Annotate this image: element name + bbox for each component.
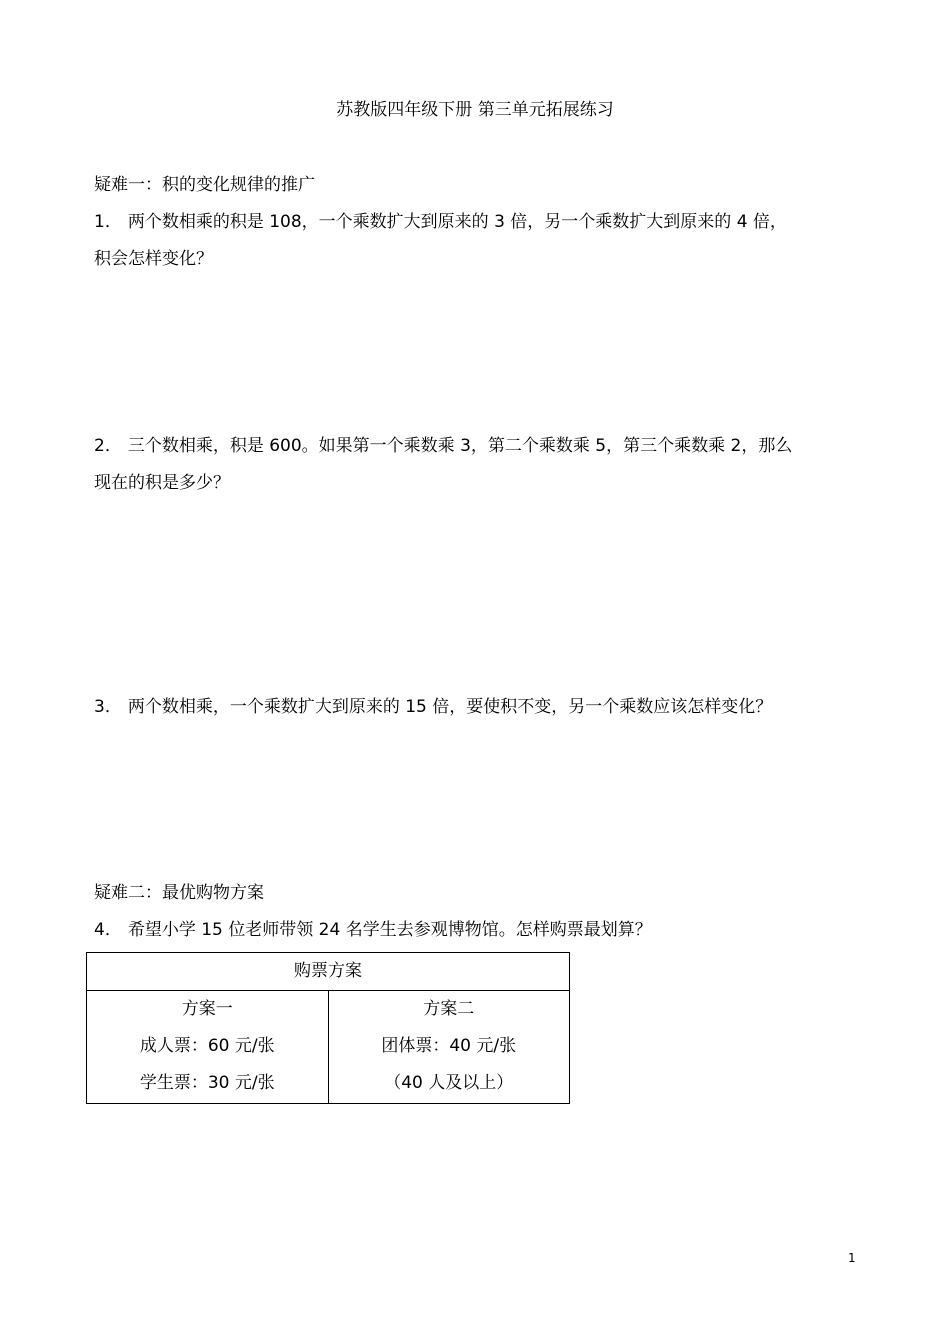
table-header: 购票方案 bbox=[87, 953, 570, 991]
plan-2-group-price: 团体票：40 元/张 bbox=[381, 1036, 517, 1056]
page-number: 1 bbox=[848, 1251, 856, 1265]
page-title: 苏教版四年级下册 第三单元拓展练习 bbox=[336, 100, 614, 120]
question-1-number: 1． bbox=[94, 212, 122, 232]
question-3-line-1 bbox=[94, 696, 772, 718]
question-3-text: 两个数相乘，一个乘数扩大到原来的 15 倍，要使积不变，另一个乘数应该怎样变化？ bbox=[127, 697, 773, 717]
question-1-line-2: 积会怎样变化？ bbox=[94, 249, 213, 269]
question-1-line-1 bbox=[94, 211, 787, 233]
question-2-line-1 bbox=[94, 435, 792, 457]
plan-1-name: 方案一 bbox=[181, 999, 233, 1019]
table-row bbox=[87, 991, 570, 1104]
table-header-row bbox=[87, 953, 570, 991]
section-heading-1: 疑难一：积的变化规律的推广 bbox=[94, 175, 315, 195]
plan-2-name: 方案二 bbox=[423, 999, 475, 1019]
plan-1-cell bbox=[87, 991, 329, 1104]
question-3-number: 3． bbox=[94, 697, 122, 717]
plan-2-cell bbox=[328, 991, 570, 1104]
question-2-text: 三个数相乘，积是 600。如果第一个乘数乘 3，第二个乘数乘 5，第三个乘数乘 2，那么 bbox=[127, 436, 793, 456]
plan-1-student-price: 学生票：30 元/张 bbox=[139, 1073, 275, 1093]
section-heading-2: 疑难二：最优购物方案 bbox=[94, 883, 264, 903]
question-4-number: 4． bbox=[94, 920, 122, 940]
question-4-line-1 bbox=[94, 919, 652, 941]
question-4-text: 希望小学 15 位老师带领 24 名学生去参观博物馆。怎样购票最划算？ bbox=[127, 920, 652, 940]
plan-1-adult-price: 成人票：60 元/张 bbox=[139, 1036, 275, 1056]
ticket-plan-table bbox=[86, 952, 570, 1104]
question-2-line-2: 现在的积是多少？ bbox=[94, 473, 230, 493]
question-1-text: 两个数相乘的积是 108，一个乘数扩大到原来的 3 倍，另一个乘数扩大到原来的 4 倍， bbox=[127, 212, 787, 232]
plan-2-condition: （40 人及以上） bbox=[384, 1073, 514, 1093]
question-2-number: 2． bbox=[94, 436, 122, 456]
